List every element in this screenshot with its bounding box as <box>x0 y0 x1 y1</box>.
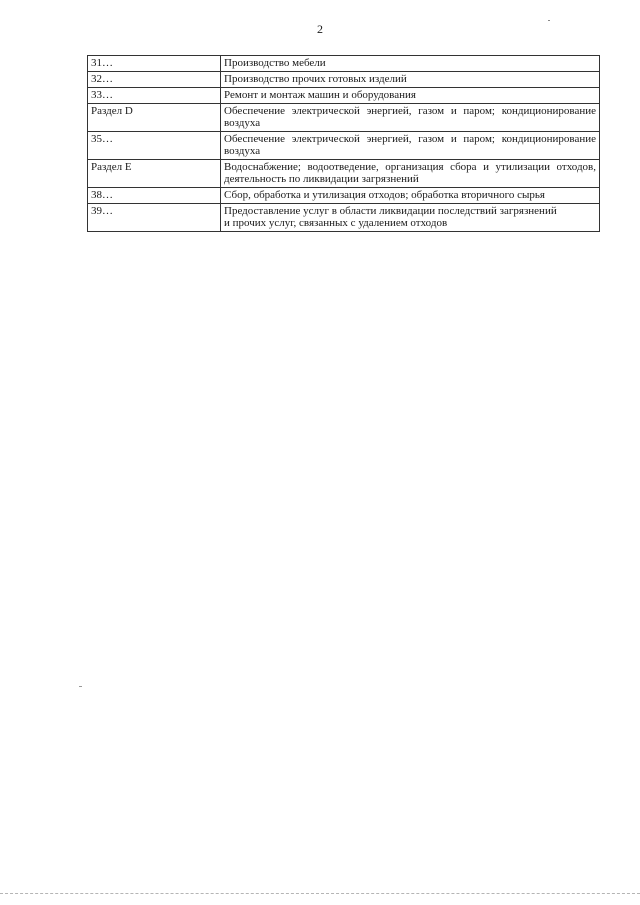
scan-bottom-edge <box>0 893 640 894</box>
row-code: 33… <box>88 88 221 104</box>
row-description-line: Производство мебели <box>224 57 326 69</box>
row-description <box>221 56 600 72</box>
table-row <box>88 160 600 188</box>
row-description-line: Сбор, обработка и утилизация отходов; обработка вторичного сырья <box>224 189 545 201</box>
scan-mark-left <box>79 686 82 687</box>
table-row <box>88 132 600 160</box>
row-description-line: Водоснабжение; водоотведение, организация сбора и утилизации отходов, деятельность по ликвидации загрязнений <box>224 161 596 185</box>
row-code: 38… <box>88 188 221 204</box>
row-description-line: Обеспечение электрической энергией, газом и паром; кондиционирование воздуха <box>224 133 596 157</box>
row-code: 32… <box>88 72 221 88</box>
table-row <box>88 188 600 204</box>
table-row <box>88 104 600 132</box>
row-description-line: Обеспечение электрической энергией, газом и паром; кондиционирование воздуха <box>224 105 596 129</box>
scan-mark-top <box>548 20 550 21</box>
row-description <box>221 104 600 132</box>
page-number: 2 <box>317 22 323 36</box>
row-description-line: Производство прочих готовых изделий <box>224 73 407 85</box>
row-description <box>221 88 600 104</box>
row-description <box>221 72 600 88</box>
row-code: 39… <box>88 204 221 232</box>
table-row <box>88 88 600 104</box>
row-description <box>221 188 600 204</box>
row-description-line: и прочих услуг, связанных с удалением отходов <box>224 217 448 229</box>
table-row <box>88 56 600 72</box>
row-code: Раздел Е <box>88 160 221 188</box>
row-description <box>221 132 600 160</box>
row-code: 35… <box>88 132 221 160</box>
table-row <box>88 72 600 88</box>
row-description <box>221 160 600 188</box>
row-description-line: Ремонт и монтаж машин и оборудования <box>224 89 416 101</box>
classification-table <box>87 55 600 232</box>
row-description-line: Предоставление услуг в области ликвидации последствий загрязнений <box>224 205 557 217</box>
row-description <box>221 204 600 232</box>
row-code: 31… <box>88 56 221 72</box>
row-code: Раздел D <box>88 104 221 132</box>
table-row <box>88 204 600 232</box>
